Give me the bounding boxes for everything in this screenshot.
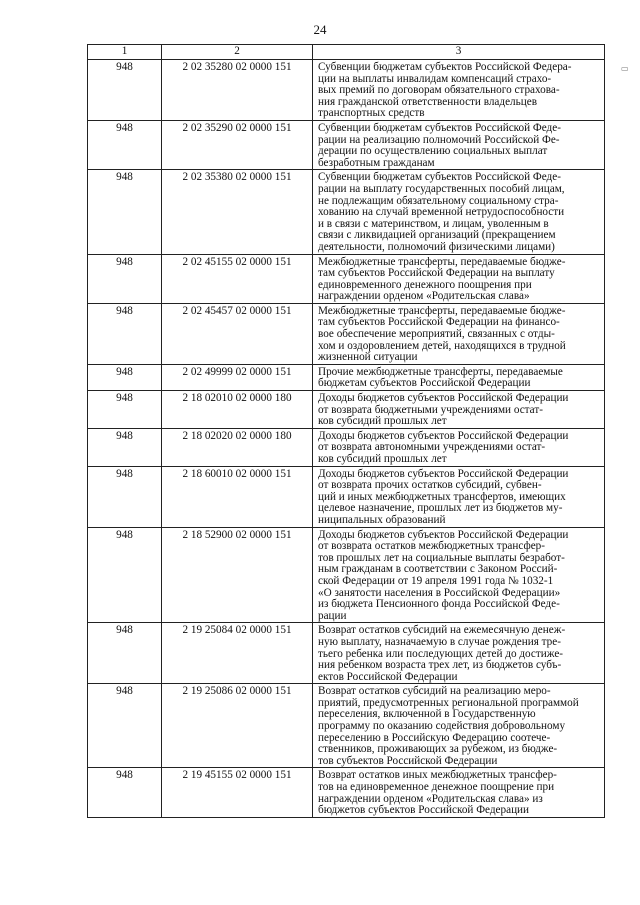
- description-cell: [313, 768, 605, 817]
- description-line: ственников, проживающих за рубежом, из бюдже-: [318, 743, 558, 756]
- admin-code-cell: 948: [88, 768, 162, 817]
- description-line: награждении орденом «Родительская слава» из: [318, 792, 543, 805]
- description-line: от возврата бюджетными учреждениями остат-: [318, 403, 543, 416]
- description-line: безработным гражданам: [318, 156, 435, 169]
- description-cell: [313, 254, 605, 303]
- budget-code-cell: 2 19 25086 02 0000 151: [162, 684, 313, 768]
- admin-code-cell: 948: [88, 120, 162, 169]
- description-line: ков субсидий прошлых лет: [318, 453, 447, 465]
- description-line: связи с ликвидацией организаций (прекращением: [318, 229, 556, 242]
- admin-code-cell: 948: [88, 623, 162, 684]
- description-line: переселению в Российскую Федерацию соотече-: [318, 731, 551, 744]
- description-line: ков субсидий прошлых лет: [318, 415, 447, 428]
- description-line: программу по оказанию содействия добровольному: [318, 720, 566, 733]
- description-line: дерации по осуществлению социальных выплат: [318, 145, 548, 158]
- margin-mark: ▭: [621, 64, 629, 73]
- description-line: из бюджета Пенсионного фонда Российской Феде-: [318, 598, 560, 611]
- description-line: Доходы бюджетов субъектов Российской Федерации: [318, 392, 569, 405]
- description-cell: [313, 428, 605, 466]
- table-row: [88, 60, 605, 121]
- description-line: Доходы бюджетов субъектов Российской Федерации: [318, 528, 569, 541]
- description-line: «О занятости населения в Российской Федерации»: [318, 586, 561, 599]
- description-line: деятельности, полномочий физическими лицами): [318, 240, 555, 253]
- table-row: [88, 303, 605, 364]
- description-cell: [313, 623, 605, 684]
- description-line: рации: [318, 609, 347, 622]
- budget-code-cell: 2 02 35290 02 0000 151: [162, 120, 313, 169]
- admin-code-cell: 948: [88, 254, 162, 303]
- admin-code-cell: 948: [88, 170, 162, 254]
- admin-code-cell: 948: [88, 428, 162, 466]
- column-header-3: 3: [313, 45, 605, 60]
- description-cell: [313, 303, 605, 364]
- description-line: ния гражданской ответственности владельцев: [318, 95, 537, 108]
- budget-code-cell: 2 02 45457 02 0000 151: [162, 303, 313, 364]
- description-line: награждении орденом «Родительская слава»: [318, 290, 530, 303]
- description-line: там субъектов Российской Федерации на выплату: [318, 267, 555, 280]
- description-line: Прочие межбюджетные трансферты, передаваемые: [318, 365, 563, 378]
- description-line: ектов Российской Федерации: [318, 670, 458, 683]
- description-line: ций и иных межбюджетных трансфертов, имеющих: [318, 490, 566, 503]
- budget-code-cell: 2 02 35380 02 0000 151: [162, 170, 313, 254]
- table-row: [88, 623, 605, 684]
- description-cell: [313, 120, 605, 169]
- budget-code-cell: 2 02 49999 02 0000 151: [162, 364, 313, 390]
- admin-code-cell: 948: [88, 466, 162, 527]
- description-cell: [313, 527, 605, 623]
- description-line: вое обеспечение мероприятий, связанных с отды-: [318, 328, 555, 341]
- table-header-row: [88, 45, 605, 60]
- description-line: Доходы бюджетов субъектов Российской Федерации: [318, 429, 569, 442]
- description-line: от возврата автономными учреждениями остат-: [318, 441, 546, 454]
- description-line: ным гражданам в соответствии с Законом Россий-: [318, 563, 558, 576]
- description-line: целевое назначение, прошлых лет из бюджетов му-: [318, 502, 563, 515]
- description-line: бюджетов субъектов Российской Федерации: [318, 804, 530, 817]
- description-cell: [313, 684, 605, 768]
- table-body: [88, 60, 605, 818]
- admin-code-cell: 948: [88, 60, 162, 121]
- description-cell: [313, 391, 605, 429]
- admin-code-cell: 948: [88, 303, 162, 364]
- description-line: Возврат остатков субсидий на ежемесячную денеж-: [318, 624, 566, 637]
- table-row: [88, 364, 605, 390]
- description-line: хованию на случай временной нетрудоспособности: [318, 206, 565, 219]
- description-line: не подлежащим обязательному социальному стра-: [318, 194, 559, 207]
- description-line: Субвенции бюджетам субъектов Российской Федера-: [318, 61, 572, 73]
- description-line: тов субъектов Российской Федерации: [318, 754, 498, 767]
- budget-code-cell: 2 02 35280 02 0000 151: [162, 60, 313, 121]
- table-row: [88, 170, 605, 254]
- table-row: [88, 527, 605, 623]
- budget-code-cell: 2 18 02010 02 0000 180: [162, 391, 313, 429]
- description-line: тьего ребенка или последующих детей до достиже-: [318, 647, 564, 660]
- description-line: Возврат остатков субсидий на реализацию меро-: [318, 685, 551, 698]
- table-row: [88, 466, 605, 527]
- budget-code-cell: 2 02 45155 02 0000 151: [162, 254, 313, 303]
- description-line: Субвенции бюджетам субъектов Российской Феде-: [318, 121, 561, 134]
- description-line: ниципальных образований: [318, 513, 446, 526]
- description-line: вых премий по договорам обязательного страхова-: [318, 84, 560, 97]
- admin-code-cell: 948: [88, 684, 162, 768]
- description-line: бюджетам субъектов Российской Федерации: [318, 377, 531, 390]
- description-line: переселения, включенной в Государственную: [318, 708, 536, 721]
- description-cell: [313, 466, 605, 527]
- budget-code-cell: 2 18 52900 02 0000 151: [162, 527, 313, 623]
- description-line: ции на выплаты инвалидам компенсаций страхо-: [318, 72, 552, 85]
- column-header-2: 2: [162, 45, 313, 60]
- admin-code-cell: 948: [88, 391, 162, 429]
- description-line: транспортных средств: [318, 107, 425, 120]
- description-cell: [313, 364, 605, 390]
- description-line: ской Федерации от 19 апреля 1991 года № 1032-1: [318, 574, 554, 587]
- description-line: от возврата прочих остатков субсидий, субвен-: [318, 479, 542, 492]
- description-line: и в связи с материнством, и лицам, уволенным в: [318, 217, 549, 230]
- table-row: [88, 391, 605, 429]
- budget-code-cell: 2 19 25084 02 0000 151: [162, 623, 313, 684]
- admin-code-cell: 948: [88, 527, 162, 623]
- description-line: единовременного денежного поощрения при: [318, 278, 532, 291]
- table-row: [88, 120, 605, 169]
- budget-table: [87, 44, 605, 818]
- budget-code-cell: 2 18 02020 02 0000 180: [162, 428, 313, 466]
- description-line: жизненной ситуации: [318, 351, 418, 364]
- table-row: [88, 768, 605, 817]
- description-line: хом и оздоровлением детей, находящихся в трудной: [318, 339, 566, 352]
- column-header-1: 1: [88, 45, 162, 60]
- description-line: приятий, предусмотренных региональной программой: [318, 696, 579, 709]
- description-line: тов на единовременное денежное поощрение при: [318, 781, 555, 794]
- description-cell: [313, 60, 605, 121]
- description-line: от возврата остатков межбюджетных трансфер-: [318, 540, 545, 553]
- description-line: ния ребенком возраста трех лет, из бюджетов субъ-: [318, 659, 562, 672]
- description-line: Субвенции бюджетам субъектов Российской Феде-: [318, 171, 561, 184]
- description-line: Межбюджетные трансферты, передаваемые бюдже-: [318, 304, 566, 317]
- budget-code-cell: 2 19 45155 02 0000 151: [162, 768, 313, 817]
- description-line: тов прошлых лет на социальные выплаты безработ-: [318, 551, 565, 564]
- table-row: [88, 684, 605, 768]
- table-row: [88, 254, 605, 303]
- description-line: там субъектов Российской Федерации на финансо-: [318, 316, 560, 329]
- description-cell: [313, 170, 605, 254]
- page-number: 24: [313, 22, 327, 37]
- description-line: Межбюджетные трансферты, передаваемые бюдже-: [318, 255, 566, 268]
- table-row: [88, 428, 605, 466]
- description-line: ную выплату, назначаемую в случае рождения тре-: [318, 635, 561, 648]
- description-line: Доходы бюджетов субъектов Российской Федерации: [318, 467, 569, 480]
- description-line: рации на реализацию полномочий Российской Фе-: [318, 133, 560, 146]
- budget-code-cell: 2 18 60010 02 0000 151: [162, 466, 313, 527]
- description-line: рации на выплату государственных пособий лицам,: [318, 182, 565, 195]
- description-line: Возврат остатков иных межбюджетных трансфер-: [318, 769, 557, 782]
- admin-code-cell: 948: [88, 364, 162, 390]
